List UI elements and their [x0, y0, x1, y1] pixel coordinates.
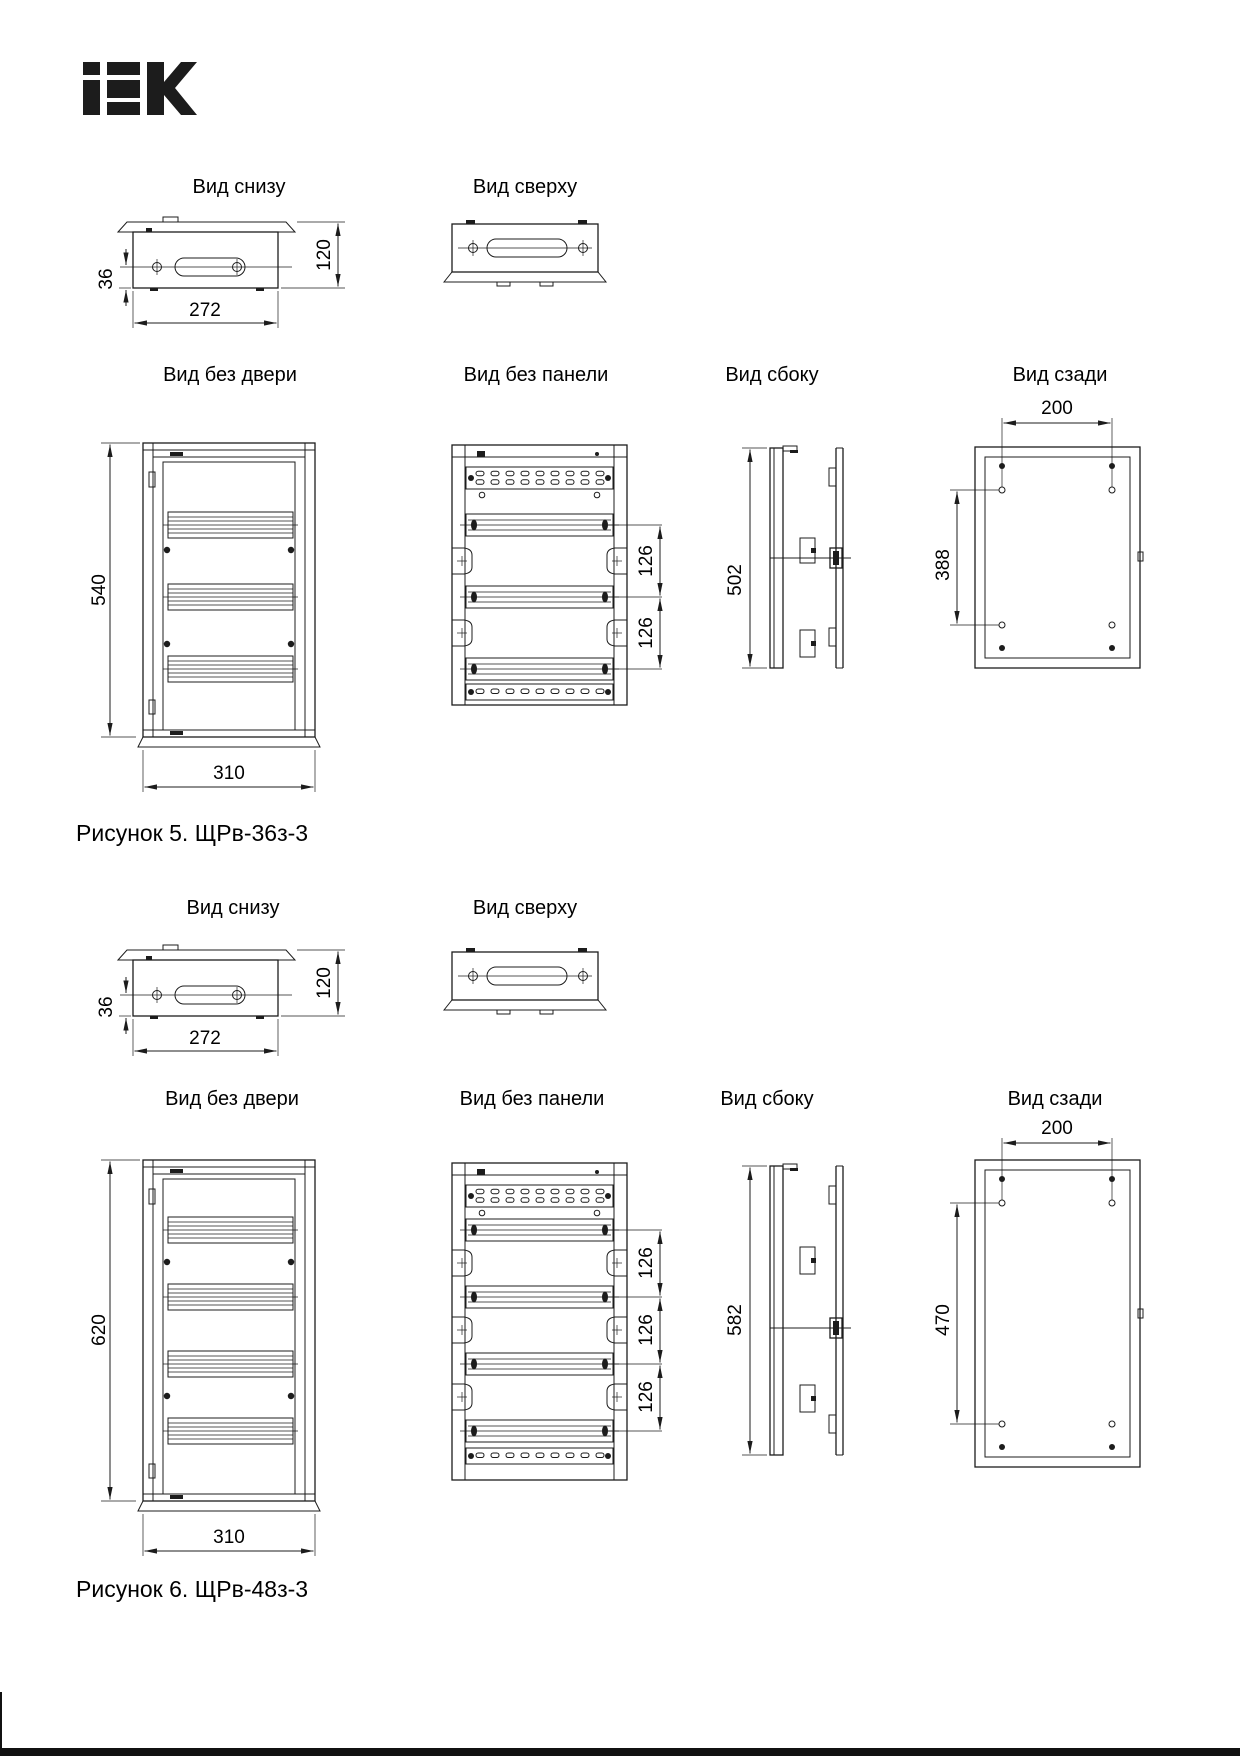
enclosure-frame	[452, 1163, 627, 1480]
page-edge-mark	[0, 1692, 2, 1756]
dimension-36	[96, 977, 131, 1034]
enclosure-body	[133, 232, 278, 288]
fig5-title-side-view: Вид сбоку	[725, 364, 819, 386]
dim-label-height: 620	[89, 1314, 110, 1346]
mounting-holes	[999, 463, 1115, 651]
fig5-no-door-drawing	[80, 395, 335, 800]
side-tab	[607, 1317, 627, 1343]
dimension-470	[933, 1203, 999, 1424]
din-row-window	[163, 512, 298, 538]
dim-label-depth: 120	[314, 239, 335, 271]
fig5-no-panel-drawing	[445, 440, 675, 720]
dimension-540	[89, 443, 140, 737]
dim-label-pitch: 126	[636, 1247, 657, 1279]
dim-label-offset: 36	[96, 268, 117, 290]
dim-label-height: 502	[725, 564, 746, 596]
din-row-window	[163, 1217, 298, 1243]
fig6-side-view-drawing	[715, 1155, 860, 1465]
din-rail	[460, 658, 619, 680]
terminal-strip	[466, 467, 613, 498]
dim-label-width: 310	[213, 763, 245, 784]
dim-label-hole-span-y: 388	[933, 549, 954, 581]
fig5-rear-view-drawing	[930, 390, 1145, 680]
fig5-caption: Рисунок 5. ЩРв-36з-3	[76, 820, 309, 846]
din-row-window	[163, 1284, 298, 1310]
fig6-title-bottom-view: Вид снизу	[186, 897, 280, 919]
dim-label-height: 582	[725, 1304, 746, 1336]
dim-label-pitch: 126	[636, 1381, 657, 1413]
side-tab	[452, 1384, 472, 1410]
side-tab	[607, 548, 627, 574]
door-frame	[138, 1160, 320, 1511]
dimension-rail-pitch	[608, 525, 662, 669]
dim-label-width: 310	[213, 1527, 245, 1548]
din-rail	[460, 1286, 619, 1308]
dim-label-pitch: 126	[636, 1314, 657, 1346]
din-rail	[460, 586, 619, 608]
fig6-title-rear-view: Вид сзади	[1007, 1088, 1103, 1110]
dim-label-height: 540	[89, 574, 110, 606]
din-rail	[460, 1219, 619, 1241]
dimension-36	[96, 249, 131, 306]
fig6-title-side-view: Вид сбоку	[720, 1088, 814, 1110]
fig5-top-view-drawing	[440, 212, 615, 297]
side-tab	[452, 1317, 472, 1343]
side-tab	[452, 1250, 472, 1276]
side-tab	[452, 620, 472, 646]
fig6-top-view-drawing	[440, 940, 615, 1025]
fig6-title-no-door-view: Вид без двери	[165, 1088, 299, 1110]
fig6-title-no-panel-view: Вид без панели	[459, 1088, 605, 1110]
fig5-bottom-view-drawing	[85, 195, 350, 335]
iek-logo	[83, 62, 198, 115]
dimension-310	[143, 1514, 315, 1556]
din-row-window	[163, 656, 298, 682]
side-tab	[607, 1384, 627, 1410]
dimension-rail-pitch	[608, 1230, 662, 1431]
dim-label-depth: 120	[314, 967, 335, 999]
din-row-window	[163, 1418, 298, 1444]
fig6-bottom-view-drawing	[85, 923, 350, 1063]
dim-label-hole-span-x: 200	[1041, 398, 1073, 419]
page-footer-bar	[0, 1748, 1240, 1756]
dimension-388	[933, 490, 999, 625]
din-rail	[460, 1420, 619, 1442]
dimension-200	[1002, 398, 1112, 487]
bottom-strip	[466, 1448, 613, 1464]
enclosure-body	[133, 960, 278, 1016]
fig6-no-panel-drawing	[445, 1155, 675, 1490]
flange	[444, 1000, 606, 1010]
fig5-title-no-door-view: Вид без двери	[163, 364, 297, 386]
iek-logo-mark	[83, 62, 197, 115]
dimension-582	[725, 1166, 767, 1455]
dimension-502	[725, 448, 767, 668]
front-panel	[163, 462, 295, 730]
front-flange	[829, 1166, 843, 1455]
dimension-272	[133, 291, 278, 328]
fig5-title-no-panel-view: Вид без панели	[463, 364, 609, 386]
din-row-window	[163, 584, 298, 610]
dim-label-width: 272	[189, 1028, 221, 1049]
din-rail	[460, 514, 619, 536]
dim-label-hole-span-y: 470	[933, 1304, 954, 1336]
flange	[118, 945, 295, 960]
rear-wall	[975, 1160, 1140, 1467]
dimension-200	[1002, 1118, 1112, 1200]
terminal-strip	[466, 1185, 613, 1216]
flange	[444, 272, 606, 282]
flange	[118, 217, 295, 232]
dim-label-offset: 36	[96, 996, 117, 1018]
fig6-caption: Рисунок 6. ЩРв-48з-3	[76, 1576, 309, 1602]
dimension-272	[133, 1019, 278, 1056]
dim-label-hole-span-x: 200	[1041, 1118, 1073, 1139]
fig5-side-view-drawing	[715, 440, 860, 680]
bottom-strip	[466, 684, 613, 700]
back-wall	[770, 1166, 783, 1455]
fig6-rear-view-drawing	[930, 1105, 1145, 1480]
side-tab	[607, 620, 627, 646]
side-tab	[607, 1250, 627, 1276]
fig5-title-rear-view: Вид сзади	[1012, 364, 1108, 386]
dim-label-pitch: 126	[636, 545, 657, 577]
mounting-holes	[999, 1176, 1115, 1450]
dimension-620	[89, 1160, 140, 1501]
rear-wall	[975, 447, 1140, 668]
fig5-title-top-view: Вид сверху	[472, 176, 578, 198]
fig5-title-bottom-view: Вид снизу	[192, 176, 286, 198]
dim-label-pitch: 126	[636, 617, 657, 649]
dim-label-width: 272	[189, 300, 221, 321]
din-row-window	[163, 1351, 298, 1377]
fig6-no-door-drawing	[80, 1110, 335, 1575]
din-rail	[460, 1353, 619, 1375]
side-tab	[452, 548, 472, 574]
fig6-title-top-view: Вид сверху	[472, 897, 578, 919]
dimension-310	[143, 750, 315, 792]
